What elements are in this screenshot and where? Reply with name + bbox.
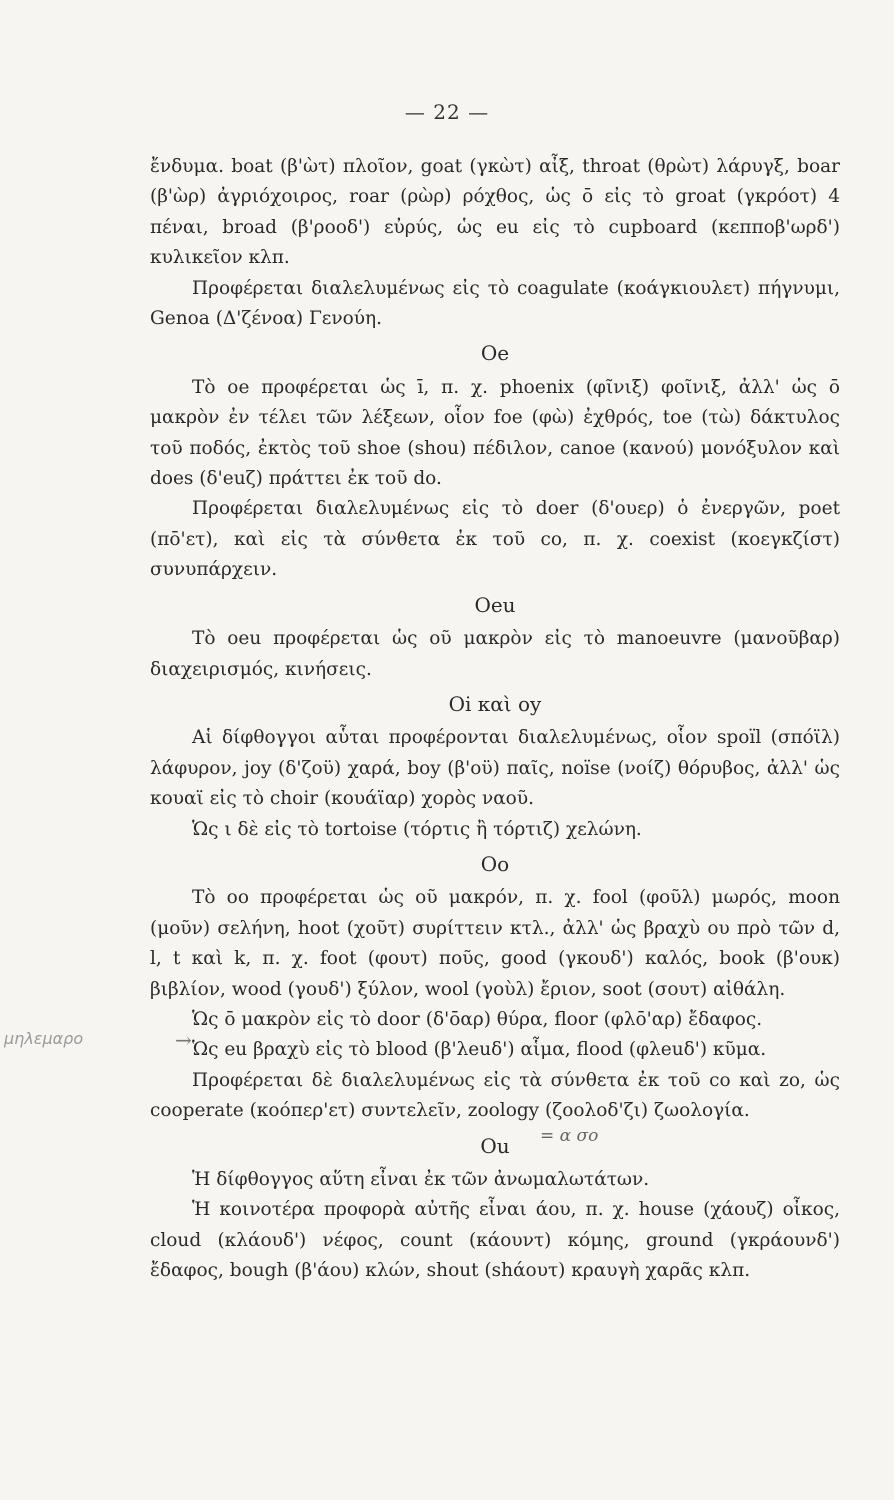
page-number: — 22 —	[404, 100, 490, 124]
paragraph: Προφέρεται διαλελυμένως εἰς τὸ doer (δ'ουερ) ὁ ἐνεργῶν, poet (πō'ετ), καὶ εἰς τὰ σύνθετα ἐκ τοῦ co, π. χ. coexist (κοεγκζίστ) συνυπάρχειν.	[150, 498, 840, 581]
section-heading: Oe	[480, 341, 510, 366]
paragraph: Ἡ δίφθογγος αὕτη εἶναι ἐκ τῶν ἀνωμαλωτάτων.	[192, 1169, 650, 1190]
paragraph: Αἱ δίφθογγοι αὗται προφέρονται διαλελυμένως, οἷον spoïl (σπόϊλ) λάφυρον, joy (δ'ζοϋ) χαρά, boy (β'οϋ) παῖς, noïse (νοίζ) θόρυβος, ἀλλ' ὡς κουαϊ εἰς τὸ choir (κουάϊαρ) χορὸς ναοῦ.	[150, 727, 840, 810]
paragraph: Ὡς ι δὲ εἰς τὸ tortoise (τόρτις ἢ τόρτιζ) χελώνη.	[192, 818, 642, 840]
handwritten-margin-note: μηλεμαρο	[4, 1029, 84, 1048]
section-heading: Oeu	[474, 592, 516, 617]
arrow-mark-icon: →	[175, 1028, 192, 1052]
paragraph: Ἡ κοινοτέρα προφορὰ αὐτῆς εἶναι άου, π. χ. house (χάουζ) οἶκος, cloud (κλάουδ') νέφος, count (κάουντ) κόμης, ground (γκράουνδ') ἔδαφος, bough (β'άου) κλών, shout (shάουτ) κραυγὴ χαρᾶς κλπ.	[150, 1199, 840, 1282]
section-heading: Oo	[480, 851, 510, 876]
body-text	[150, 152, 840, 1287]
paragraph: Τὸ oeu προφέρεται ὡς οῦ μακρὸν εἰς τὸ manoeuvre (μανοῦβαρ) διαχειρισμός, κινήσεις.	[150, 628, 840, 680]
paragraph: Προφέρεται δὲ διαλελυμένως εἰς τὰ σύνθετα ἐκ τοῦ co καὶ zo, ὡς cooperate (κοόπερ'ετ) συντελεῖν, zoology (ζοολοδ'ζι) ζωολογία.	[150, 1069, 840, 1122]
paragraph: Τὸ oe προφέρεται ὡς ī, π. χ. phoenix (φῖνιξ) φοῖνιξ, ἀλλ' ὡς ō μακρὸν ἐν τέλει τῶν λέξεων, οἷον foe (φὼ) ἐχθρός, toe (τὼ) δάκτυλος τοῦ ποδός, ἐκτὸς τοῦ shoe (shou) πέδιλον, canoe (κανού) μονόξυλον καὶ does (δ'euζ) πράττει ἐκ τοῦ do.	[150, 376, 840, 490]
paragraph: Ὡς ō μακρὸν εἰς τὸ door (δ'ōαρ) θύρα, floor (φλō'αρ) ἔδαφος.	[192, 1008, 763, 1030]
section-heading: Oi καὶ oy	[448, 691, 542, 716]
paragraph: ἔνδυμα. boat (β'ὼτ) πλοῖον, goat (γκὼτ) αἶξ, throat (θρὼτ) λάρυγξ, boar (β'ὼρ) ἀγριόχοιρος, roar (ρὼρ) ρόχθος, ὡς ō εἰς τὸ groat (γκρόοτ) 4 πέναι, broad (β'ροοδ') εὐρύς, ὡς eu εἰς τὸ cupboard (κεπποβ'ωρδ') κυλικεῖον κλπ.	[150, 156, 840, 269]
paragraph: Ὡς eu βραχὺ εἰς τὸ blood (β'λeuδ') αἷμα, flood (φλeuδ') κῦμα.	[192, 1039, 767, 1061]
paragraph: Προφέρεται διαλελυμένως εἰς τὸ coagulate (κοάγκιουλετ) πήγνυμι, Genoa (Δ'ζένοα) Γενούη.	[150, 277, 840, 330]
paragraph: Τὸ oo προφέρεται ὡς οῦ μακρόν, π. χ. fool (φοῦλ) μωρός, moon (μοῦν) σελήνη, hoot (χοῦτ) συρίττειν κτλ., ἀλλ' ὡς βραχὺ ου πρὸ τῶν d, l, t καὶ k, π. χ. foot (φουτ) ποῦς, good (γκουδ') καλός, book (β'ουκ) βιβλίον, wood (γουδ') ξύλον, wool (γοὺλ) ἔριον, soot (σουτ) αἰθάλη.	[150, 887, 840, 1000]
handwritten-annotation: = α σο	[540, 1126, 599, 1146]
section-heading: Ou	[480, 1133, 510, 1158]
